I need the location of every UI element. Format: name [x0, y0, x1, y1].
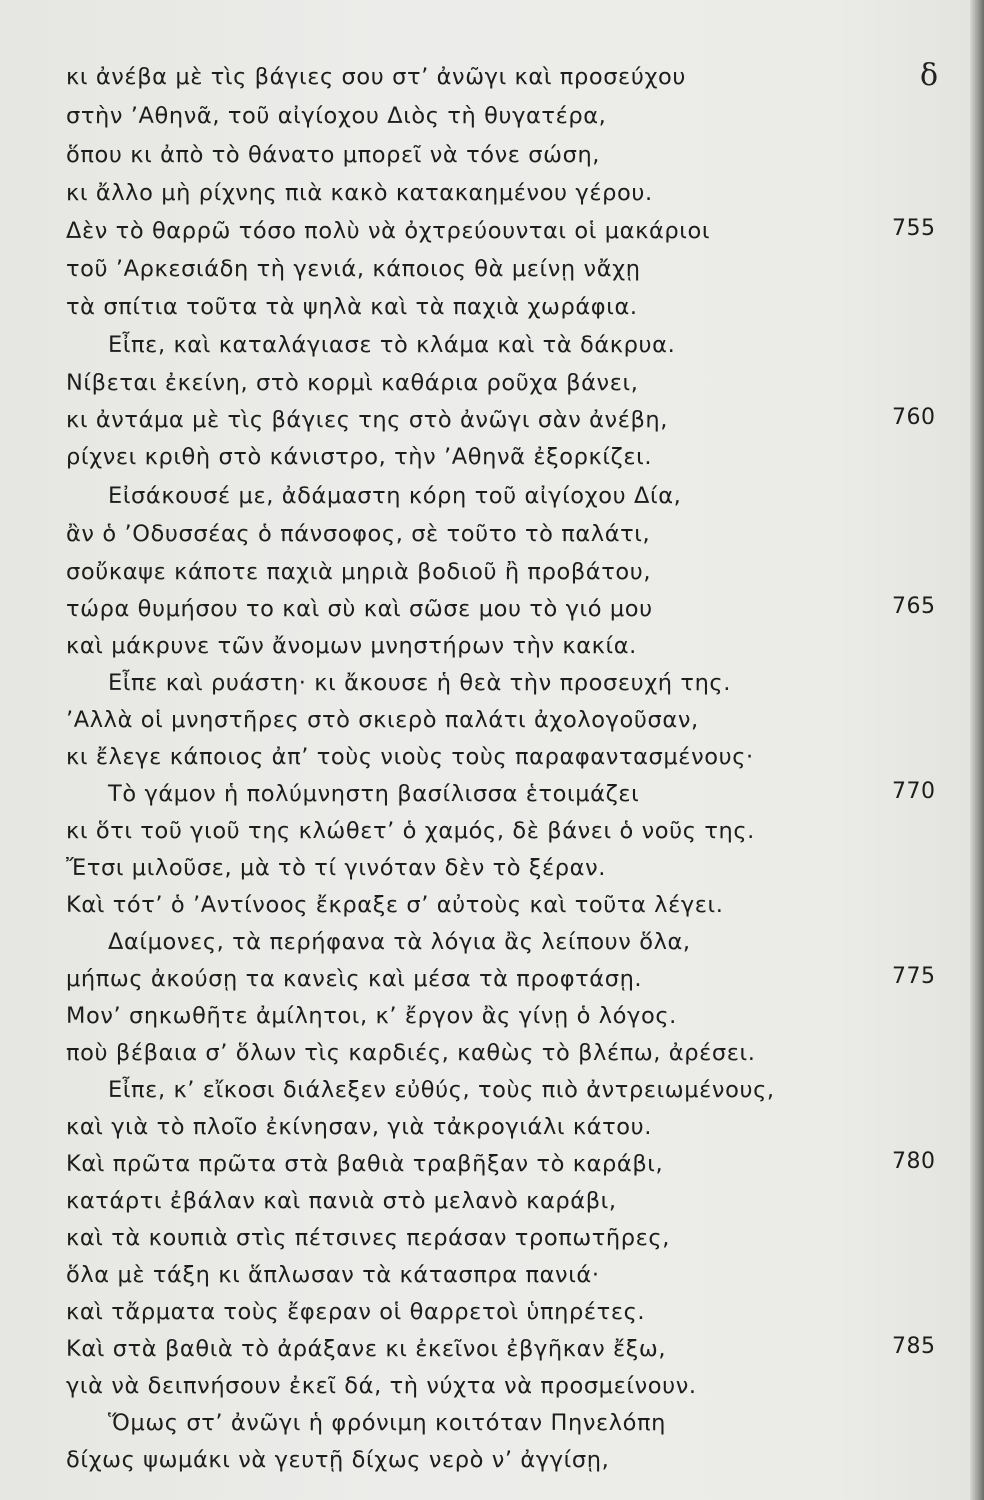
verse-line: καὶ μάκρυνε τῶν ἄνομων μνηστήρων τὴν κακία. [66, 633, 637, 659]
verse-line: τώρα θυμήσου το καὶ σὺ καὶ σῶσε μου τὸ γιό μου [66, 596, 653, 622]
verse-line: γιὰ νὰ δειπνήσουν ἐκεῖ δά, τὴ νύχτα νὰ προσμείνουν. [66, 1373, 697, 1399]
verse-line: Καὶ στὰ βαθιὰ τὸ ἀράξανε κι ἐκεῖνοι ἐβγῆκαν ἔξω, [66, 1336, 667, 1362]
verse-line: Μον’ σηκωθῆτε ἀμίλητοι, κ’ ἔργον ἂς γίνῃ ὁ λόγος. [66, 1003, 677, 1029]
verse-line: ’Αλλὰ οἱ μνηστῆρες στὸ σκιερὸ παλάτι ἀχολογοῦσαν, [66, 707, 699, 733]
verse-line: καὶ τὰ κουπιὰ στὶς πέτσινες περάσαν τροπωτῆρες, [66, 1225, 670, 1251]
verse-line: τοῦ ’Αρκεσιάδη τὴ γενιά, κάποιος θὰ μείνῃ νἄχῃ [66, 256, 641, 282]
verse-line: Εἶπε καὶ ρυάστη· κι ἄκουσε ἡ θεὰ τὴν προσευχή της. [108, 670, 731, 696]
verse-line: τὰ σπίτια τοῦτα τὰ ψηλὰ καὶ τὰ παχιὰ χωράφια. [66, 294, 638, 320]
verse-line: ρίχνει κριθὴ στὸ κάνιστρο, τὴν ’Αθηνᾶ ἐξορκίζει. [66, 444, 653, 470]
verse-line: κι ἀντάμα μὲ τὶς βάγιες της στὸ ἀνῶγι σὰν ἀνέβη, [66, 407, 669, 433]
verse-line: κατάρτι ἐβάλαν καὶ πανιὰ στὸ μελανὸ καράβι, [66, 1188, 617, 1214]
verse-line: ὅλα μὲ τάξη κι ἅπλωσαν τὰ κάτασπρα πανιά· [66, 1262, 600, 1288]
verse-line: κι ἀνέβα μὲ τὶς βάγιες σου στ’ ἀνῶγι καὶ προσεύχου [66, 64, 687, 90]
verse-line: Εἶπε, κ’ εἴκοσι διάλεξεν εὐθύς, τοὺς πιὸ ἀντρειωμένους, [108, 1077, 775, 1103]
verse-line: Ὅμως στ’ ἀνῶγι ἡ φρόνιμη κοιτόταν Πηνελόπη [108, 1410, 667, 1436]
verse-line: Δὲν τὸ θαρρῶ τόσο πολὺ νὰ ὀχτρεύουνται οἱ μακάριοι [66, 218, 711, 244]
verse-line: κι ἄλλο μὴ ρίχνης πιὰ κακὸ κατακαημένου γέρου. [66, 180, 653, 206]
verse-line: Καὶ τότ’ ὁ ’Αντίνοος ἔκραξε σ’ αὐτοὺς καὶ τοῦτα λέγει. [66, 892, 724, 918]
verse-line: Δαίμονες, τὰ περήφανα τὰ λόγια ἂς λείπουν ὅλα, [108, 929, 691, 955]
verse-line: στὴν ’Αθηνᾶ, τοῦ αἰγίοχου Διὸς τὴ θυγατέρα, [66, 103, 607, 129]
verse-line: κι ὅτι τοῦ γιοῦ της κλώθετ’ ὁ χαμός, δὲ βάνει ὁ νοῦς της. [66, 818, 755, 844]
verse-line: σοὔκαψε κάποτε παχιὰ μηριὰ βοδιοῦ ἢ προβάτου, [66, 559, 652, 585]
line-number: 765 [892, 594, 936, 619]
verse-line: μήπως ἀκούσῃ τα κανεὶς καὶ μέσα τὰ προφτάσῃ. [66, 966, 643, 992]
verse-line: Καὶ πρῶτα πρῶτα στὰ βαθιὰ τραβῆξαν τὸ καράβι, [66, 1151, 664, 1177]
verse-line: δίχως ψωμάκι νὰ γευτῇ δίχως νερὸ ν’ ἀγγίσῃ, [66, 1447, 610, 1473]
line-number: 760 [892, 405, 936, 430]
verse-line: Εἶπε, καὶ καταλάγιασε τὸ κλάμα καὶ τὰ δάκρυα. [108, 332, 676, 358]
line-number: 785 [892, 1334, 936, 1359]
book-letter-mark: δ [920, 58, 939, 93]
verse-line: Τὸ γάμον ἡ πολύμνηστη βασίλισσα ἑτοιμάζει [108, 781, 640, 807]
verse-line: Ἔτσι μιλοῦσε, μὰ τὸ τί γινόταν δὲν τὸ ξέραν. [66, 855, 607, 881]
verse-line: ὅπου κι ἀπὸ τὸ θάνατο μπορεῖ νὰ τόνε σώση, [66, 142, 601, 168]
verse-line: καὶ τἄρματα τοὺς ἔφεραν οἱ θαρρετοὶ ὑπηρέτες. [66, 1299, 646, 1325]
verse-line: ἂν ὁ ’Οδυσσέας ὁ πάνσοφος, σὲ τοῦτο τὸ παλάτι, [66, 521, 651, 547]
verse-line: ποὺ βέβαια σ’ ὅλων τὶς καρδιές, καθὼς τὸ βλέπω, ἀρέσει. [66, 1040, 756, 1066]
line-number: 770 [892, 779, 936, 804]
line-number: 780 [892, 1149, 936, 1174]
line-number: 755 [892, 216, 936, 241]
page-edge-shadow [970, 0, 984, 1500]
verse-line: Εἰσάκουσέ με, ἀδάμαστη κόρη τοῦ αἰγίοχου Δία, [108, 483, 682, 509]
verse-line: Νίβεται ἐκείνη, στὸ κορμὶ καθάρια ροῦχα βάνει, [66, 370, 639, 396]
verse-line: καὶ γιὰ τὸ πλοῖο ἐκίνησαν, γιὰ τἀκρογιάλι κάτου. [66, 1114, 653, 1140]
verse-line: κι ἔλεγε κάποιος ἀπ’ τοὺς νιοὺς τοὺς παραφαντασμένους· [66, 744, 754, 770]
line-number: 775 [892, 964, 936, 989]
